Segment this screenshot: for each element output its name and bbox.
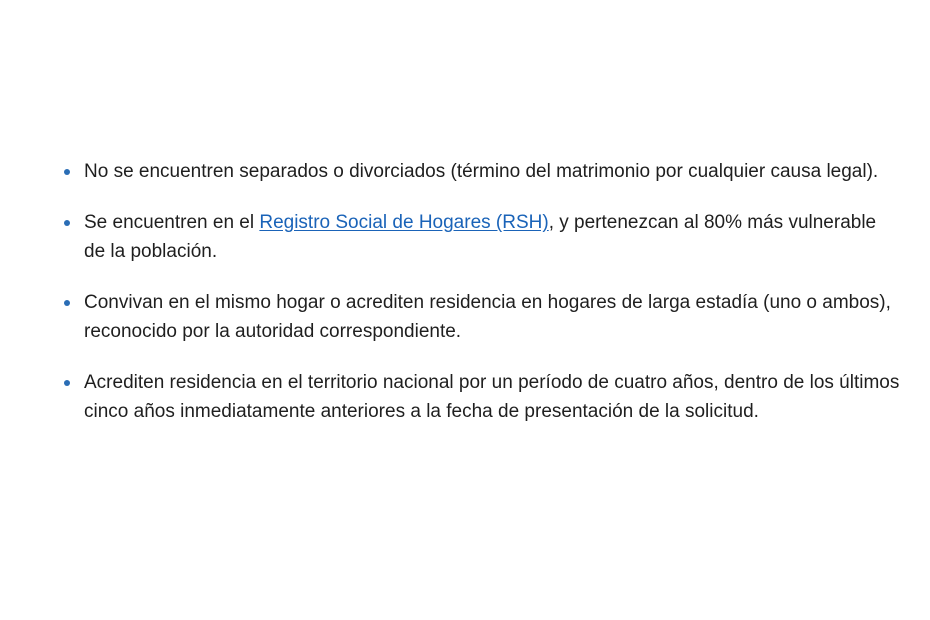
- list-item: [62, 208, 902, 266]
- list-item-text-before: Se encuentren en el: [84, 212, 260, 233]
- list-item: [62, 368, 902, 426]
- list-item: [62, 288, 902, 346]
- bullet-icon: [64, 169, 70, 175]
- rsh-link[interactable]: Registro Social de Hogares (RSH): [259, 212, 549, 233]
- bullet-icon: [64, 220, 70, 226]
- list-item-text: Acrediten residencia en el territorio nacional por un período de cuatro años, dentro de los últimos cinco años inmediatamente anteriores a la fecha de presentación de la solicitud.: [84, 372, 900, 422]
- requirements-list: [62, 157, 902, 448]
- list-item: [62, 157, 902, 186]
- list-item-text-after: , y pertenezcan al 80% más vulnerable de la población.: [84, 212, 877, 262]
- bullet-icon: [64, 380, 70, 386]
- list-item-text: No se encuentren separados o divorciados (término del matrimonio por cualquier causa legal).: [84, 161, 879, 182]
- bullet-icon: [64, 300, 70, 306]
- list-item-text: Convivan en el mismo hogar o acrediten residencia en hogares de larga estadía (uno o ambos), reconocido por la autoridad correspondiente.: [84, 292, 891, 342]
